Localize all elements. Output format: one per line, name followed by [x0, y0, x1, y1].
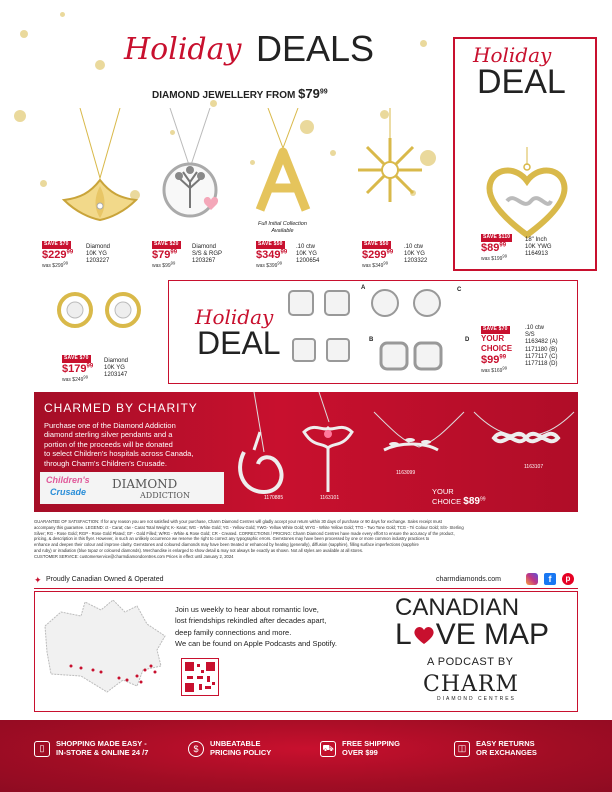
- phone-icon: ▯: [34, 741, 50, 757]
- pinterest-icon[interactable]: p: [562, 573, 574, 585]
- shopping-bag-icon: ◫: [454, 741, 470, 757]
- charity-banner: [34, 392, 578, 512]
- product-1-price-block: SAVE $70 $\$229^{99}$ was $\$299^{99}$: [42, 241, 74, 270]
- product-4-price-block: SAVE $50 $\$299^{99}$ was $\$349^{99}$: [362, 241, 394, 270]
- charity-sku-4: 1163107: [524, 464, 544, 470]
- price-tag-icon: $: [188, 741, 204, 757]
- canadian-owned-text: Proudly Canadian Owned & Operated: [46, 576, 164, 583]
- charity-logos: Children's Crusade DIAMOND ADDICTION: [40, 472, 224, 504]
- studs-price-block: SAVE $70 YOUR CHOICE $\$99^{99}$ was $\$169^{99}$: [481, 326, 513, 375]
- podcast-title-canadian: CANADIAN: [395, 594, 520, 621]
- tree-of-life-pendant-image: [145, 108, 235, 233]
- deals-title: DEALS: [256, 28, 375, 69]
- product-4-desc: .10 ctw 10K YG 1203322: [404, 244, 428, 265]
- featured-save-badge: SAVE $110: [483, 234, 511, 240]
- charm-logo-sub: DIAMOND CENTRES: [437, 696, 516, 702]
- product-3-price-block: SAVE $50 $\$349^{99}$ was $\$399^{99}$: [256, 241, 288, 270]
- charity-pendants-image: [224, 392, 578, 512]
- website-link[interactable]: charmdiamonds.com: [436, 576, 501, 583]
- podcast-title-love-map: L VE MAP: [395, 618, 550, 651]
- footer-shopping: ▯ SHOPPING MADE EASY - IN-STORE & ONLINE 24 /7: [34, 740, 148, 757]
- halo-earrings-image: [55, 290, 145, 330]
- divider: [34, 588, 578, 589]
- charity-title: CHARMED BY CHARITY: [44, 401, 198, 415]
- earrings-desc: Diamond 10K YG 1203147: [104, 358, 129, 379]
- studs-deal-box: [168, 280, 578, 384]
- product-3-desc: .10 ctw 10K YG 1200654: [296, 244, 320, 265]
- lotus-pendant-image: [50, 108, 150, 233]
- featured-deal-word: DEAL: [477, 63, 566, 101]
- charity-price: YOUR CHOICE $\$89^{99}$: [432, 487, 486, 508]
- studs-deal-word: DEAL: [197, 325, 281, 361]
- charm-logo: CHARM: [423, 672, 519, 697]
- charity-sku-2: 1163101: [320, 495, 340, 501]
- studs-desc: .10 ctw S/S 1163482 (A) 1171180 (B) 1177117 (C) 1177118 (D): [525, 325, 558, 367]
- heart-pendant-image: [477, 147, 577, 247]
- product-2-desc: Diamond S/S & RGP 1203267: [192, 244, 223, 265]
- facebook-icon[interactable]: f: [544, 573, 556, 585]
- stud-label-c: C: [457, 287, 462, 293]
- canada-map-image: [41, 596, 171, 708]
- featured-deal-box: [453, 37, 597, 271]
- product-2-price-block: SAVE $20 $\$79^{99}$ was $\$99^{99}$: [152, 241, 179, 270]
- studs-holiday-script: Holiday: [195, 305, 274, 329]
- truck-icon: ⛟: [320, 741, 336, 757]
- footer-pricing: $ UNBEATABLE PRICING POLICY: [188, 740, 271, 757]
- footer-shipping: ⛟ FREE SHIPPING OVER $99: [320, 740, 400, 757]
- charity-body: Purchase one of the Diamond Addiction diamond sterling silver pendants and a portion of the proceeds will be donated to select Children's hospitals across Canada, through Charm's Children's Crusade.: [44, 421, 194, 468]
- product-1-desc: Diamond 10K YG 1203227: [86, 244, 111, 265]
- fine-print: GUARANTEE OF SATISFACTION: If for any reason you are not satisfied with your purchase, Charm Diamond Centres will gladly accept your return within 30 days of purchase or 90 days for exchange. Sales receipt must accompany this guarantee. LEGEND: ct - Carat; ctw - Carat Total Weight; K- Karat; WG - White Gold; YG - Yellow Gold; YWG- Yellow White Gold; WYG - White Yellow Gold; TTG - Two Tone Gold; TCG - Tri Colour Gold; S/S- Sterling Silver; RG - Rose Gold; RGP - Rose Gold Plated; GF - Gold Filled; W/RG - White & Rose Gold; CR - Created. CORRECTIONS / PRICING: Charm Diamond Centres have made every effort to ensure the accuracy of the product, pricing, & description in this flyer. However, in such an unlikely occurrence we reserve the right to correct any typographic errors. Gemstones may have been processed by one or more common industry practices to enhance and deepen their colour and improve clarity. Gemstones and coloured diamonds may have been treated or enhanced by heating (generally), diffusion (sapphire), filling surface imperfections (sapphire and ruby) or irradiation (blue topaz or coloured diamonds). Merchandise is enlarged to show detail & may not always be exactly as shown. Not all styles are available at all stores. CUSTOMER SERVICE: customerservice@charmdiamondcentres.com Prices in effect until January 2, 2024: [34, 519, 464, 559]
- stud-label-b: B: [369, 337, 374, 343]
- maple-leaf-icon: ✦: [34, 575, 42, 585]
- initial-a-pendant-image: [248, 108, 318, 218]
- footer-banner: [0, 720, 612, 792]
- instagram-icon[interactable]: [526, 573, 538, 585]
- canadian-bar: [34, 572, 578, 588]
- qr-code-image[interactable]: [181, 658, 219, 696]
- charity-sku-3: 1163099: [396, 470, 416, 476]
- footer-returns: ◫ EASY RETURNS OR EXCHANGES: [454, 740, 537, 757]
- heart-icon: [413, 624, 435, 646]
- holiday-script-title: Holiday: [124, 32, 242, 67]
- charity-sku-1: 1170885: [264, 495, 284, 501]
- earrings-price-block: SAVE $70 $\$179^{99}$ was $\$249^{99}$: [62, 355, 94, 384]
- stud-label-a: A: [361, 285, 366, 291]
- stud-label-d: D: [465, 337, 470, 343]
- podcast-description: Join us weekly to hear about romantic love, lost friendships rekindled after decades apart, deep family connections and more. We can be found on Apple Podcasts and Spotify.: [175, 605, 337, 648]
- starburst-pendant-image: [345, 108, 435, 218]
- podcast-subtitle: A PODCAST BY: [427, 656, 514, 668]
- featured-holiday-script: Holiday: [473, 43, 552, 67]
- featured-was-price: was $\$199^{99}$: [481, 253, 508, 263]
- initial-collection-note: Full Initial Collection Available: [258, 221, 307, 234]
- podcast-box: [34, 591, 578, 712]
- featured-price: $\$89^{99}$: [481, 241, 507, 254]
- featured-desc: 18" Inch 10K YWG 1164913: [525, 237, 552, 258]
- subtitle: DIAMOND JEWELLERY FROM $\$79^{99}$: [152, 86, 328, 101]
- stud-earrings-image: [285, 287, 465, 379]
